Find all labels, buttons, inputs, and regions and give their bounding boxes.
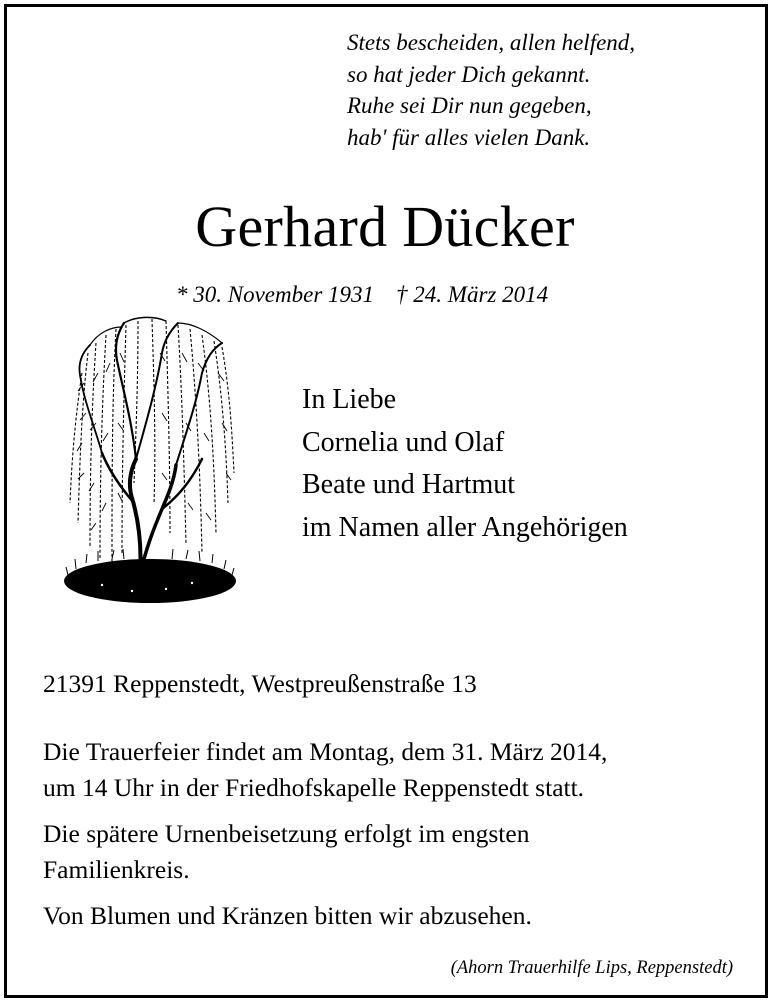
birth-date: * 30. November 1931 <box>176 282 375 307</box>
deceased-name: Gerhard Dücker <box>195 194 575 259</box>
family-line: Cornelia und Olaf <box>302 426 505 458</box>
death-date: † 24. März 2014 <box>396 282 549 307</box>
funeral-home-credit: (Ahorn Trauerhilfe Lips, Reppenstedt) <box>450 958 733 978</box>
burial-line: Die spätere Urnenbeisetzung erfolgt im engsten <box>43 819 530 848</box>
poem-line: Stets bescheiden, allen helfend, <box>347 30 636 55</box>
burial-line: Familienkreis. <box>43 855 190 884</box>
address: 21391 Reppenstedt, Westpreußenstraße 13 <box>43 669 477 698</box>
family-line: Beate und Hartmut <box>302 469 516 500</box>
poem-line: Ruhe sei Dir nun gegeben, <box>347 93 592 118</box>
funeral-line: Die Trauerfeier findet am Montag, dem 31. März 2014, <box>43 737 608 766</box>
poem-line: hab' für alles vielen Dank. <box>347 124 591 150</box>
memorial-poem <box>347 27 635 153</box>
funeral-line: um 14 Uhr in der Friedhofskapelle Reppenstedt statt. <box>43 773 585 802</box>
life-dates <box>176 280 548 310</box>
family-line: im Namen aller Angehörigen <box>302 511 628 543</box>
poem-line: so hat jeder Dich gekannt. <box>347 61 591 87</box>
weeping-willow-tree-icon <box>62 313 237 610</box>
family-signatures <box>302 379 628 549</box>
family-line: In Liebe <box>302 384 397 415</box>
funeral-notice <box>43 734 607 806</box>
burial-notice <box>43 816 529 888</box>
flowers-notice: Von Blumen und Kränzen bitten wir abzusehen. <box>43 901 532 930</box>
